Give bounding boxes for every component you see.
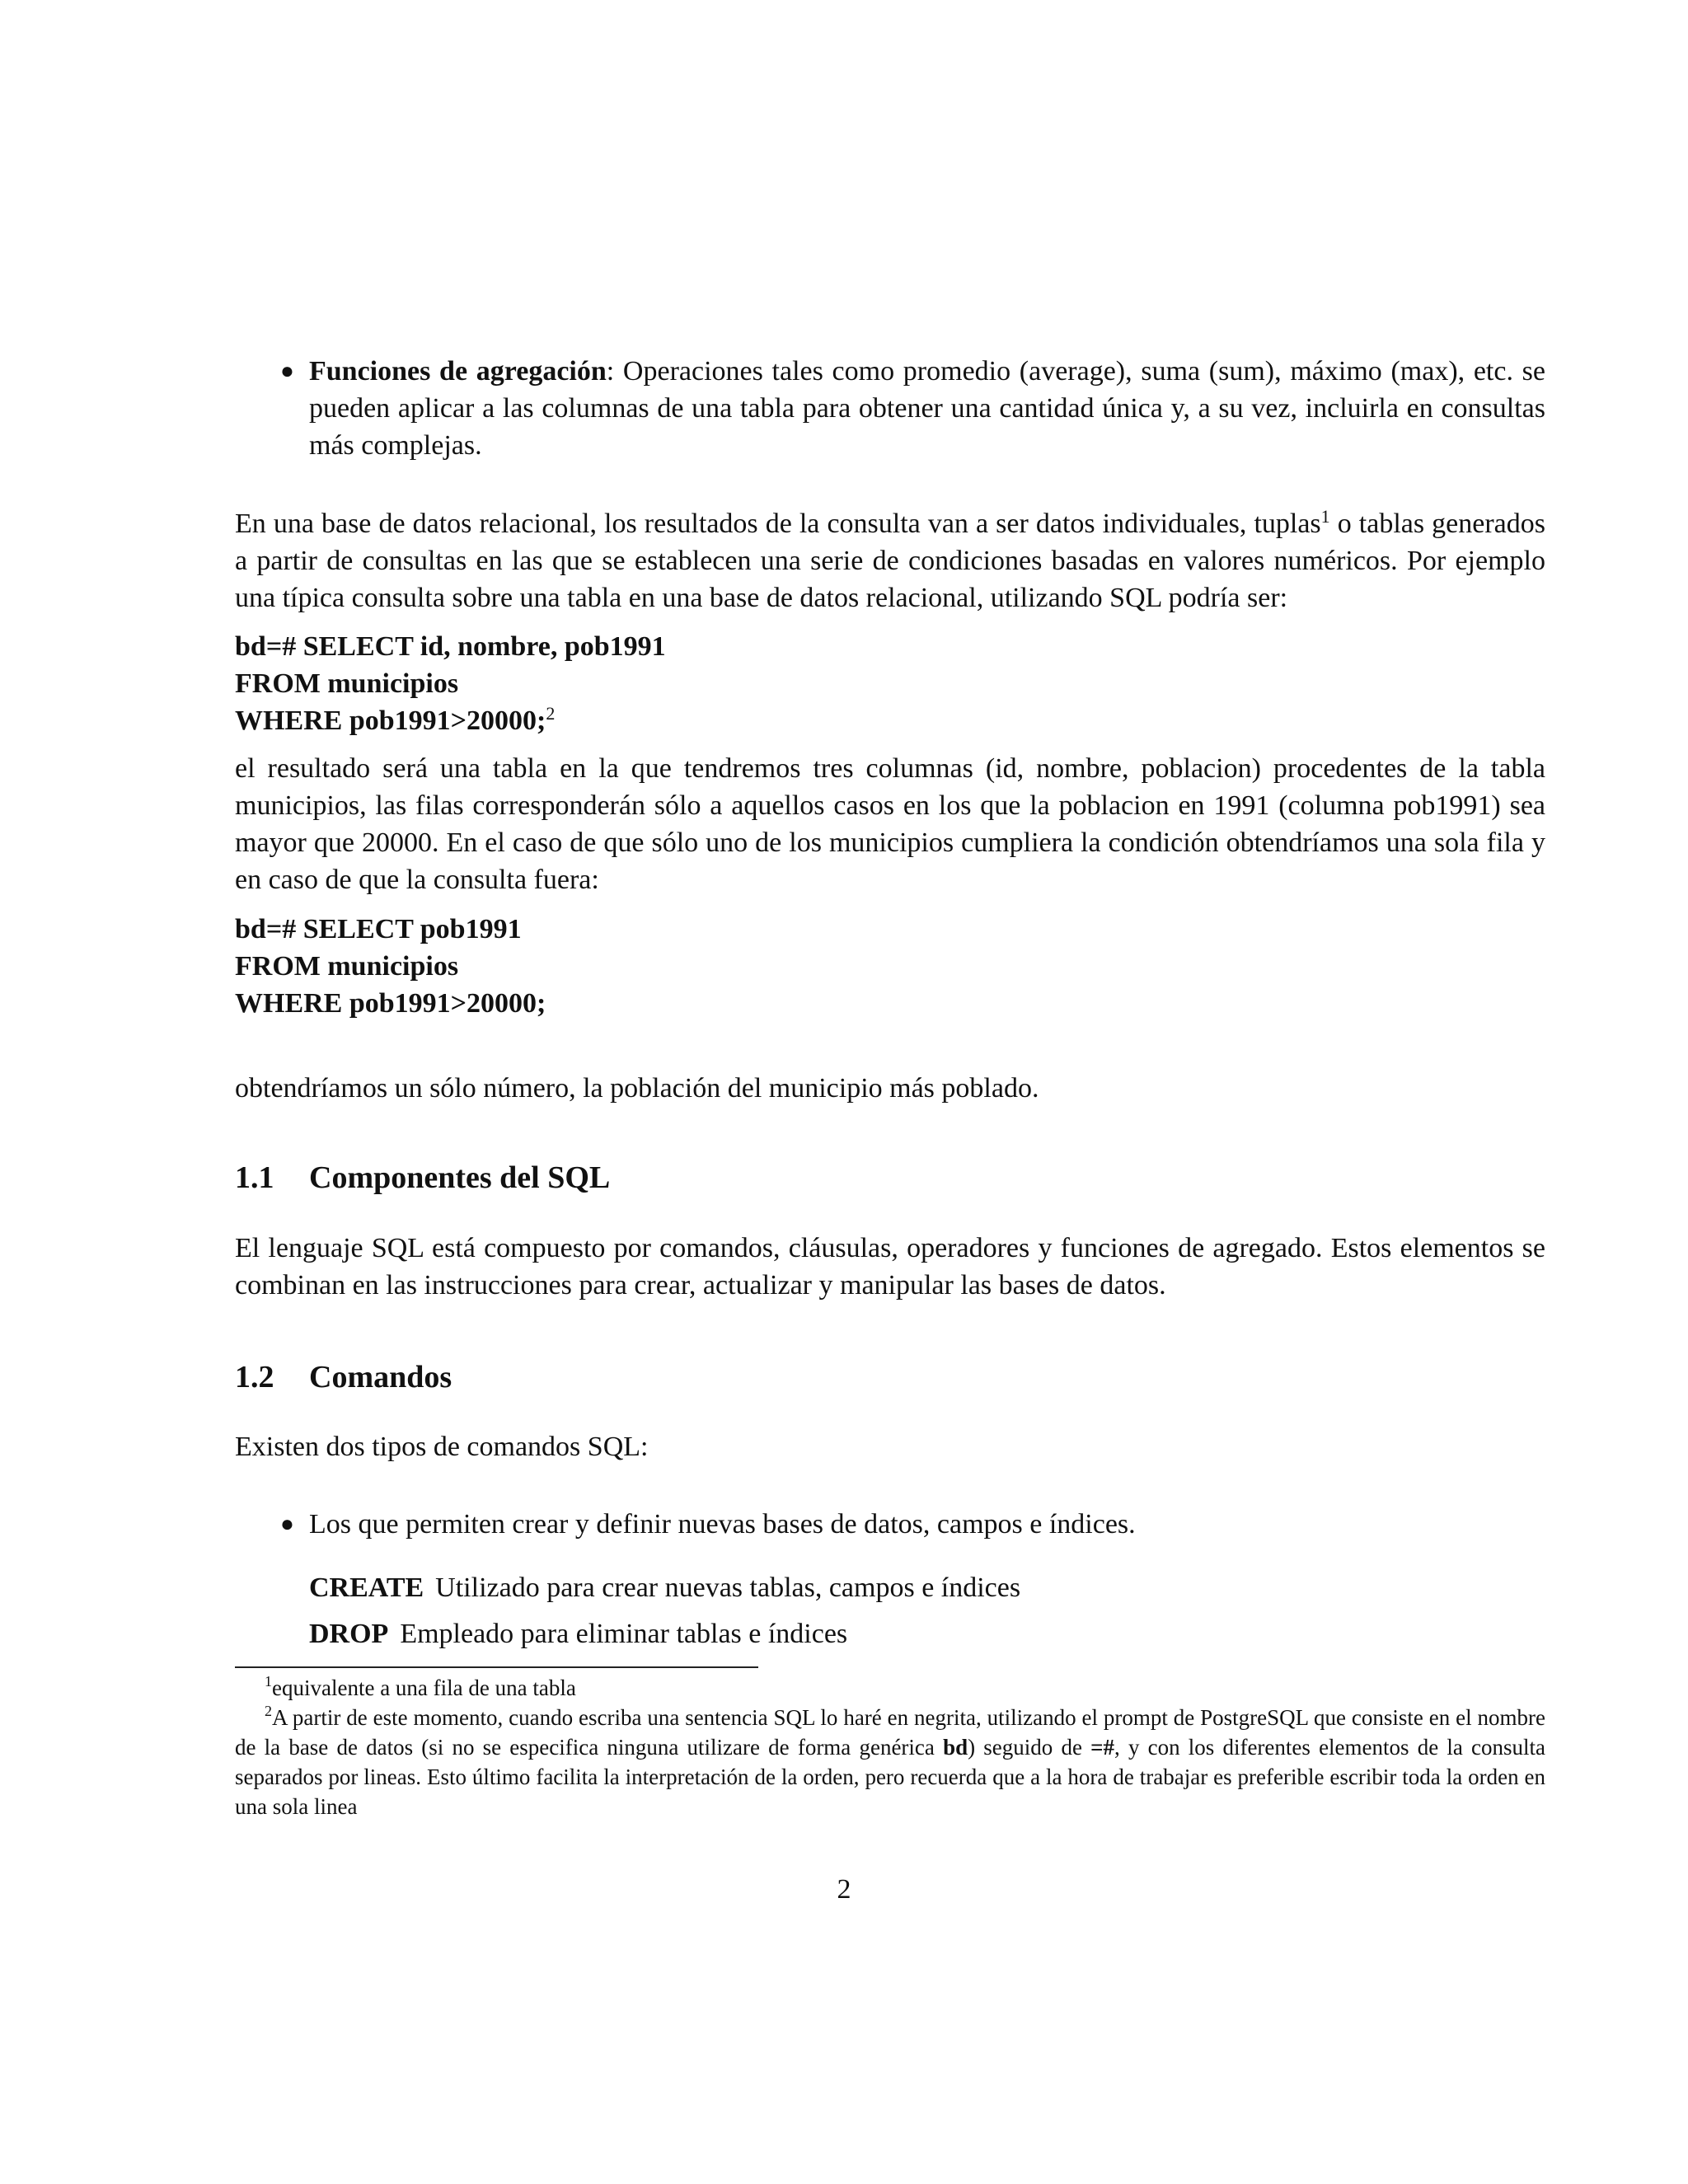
sql-query-2 (235, 911, 546, 1022)
footnote-separator (235, 1666, 758, 1668)
paragraph-relational-text-a: En una base de datos relacional, los resultados de la consulta van a ser datos individuales, tuplas (235, 509, 1321, 539)
command-term-drop: DROP (309, 1619, 389, 1649)
paragraph-relational-text-b: o tablas generados a partir de consultas en las que se establecen una serie de condiciones basadas en valores numéricos. Por ejemplo una típica consulta sobre una tabla en una base de datos relacional, utilizando SQL podría ser: (235, 509, 1545, 613)
paragraph-query-result: el resultado será una tabla en la que tendremos tres columnas (id, nombre, poblacion) procedentes de la tabla municipios, las filas corresponderán sólo a aquellos casos en los que la poblacion en 1991 (columna pob1991) sea mayor que 20000. En el caso de que sólo uno de los municipios cumpliera la condición obtendríamos una sola fila y en caso de que la consulta fuera: (235, 753, 1545, 895)
sql-query-1-line-1: bd=# SELECT id, nombre, pob1991 (235, 631, 666, 662)
footnote-2-mark: 2 (265, 1703, 272, 1720)
section-title-1-1: Componentes del SQL (309, 1160, 611, 1195)
command-desc-drop: Empleado para eliminar tablas e índices (400, 1619, 848, 1649)
bullet-dot: ● (280, 359, 294, 384)
section-title-1-2: Comandos (309, 1360, 452, 1394)
footnote-2-bold-bd: bd (943, 1735, 968, 1760)
sql-query-2-line-1: bd=# SELECT pob1991 (235, 914, 522, 944)
section-number-1-2: 1.2 (235, 1360, 274, 1394)
footnote-2-text-b: ) seguido de (968, 1735, 1091, 1760)
footnote-1 (235, 1673, 1545, 1703)
paragraph-relational-results (235, 505, 1545, 616)
bullet-item-aggregation (235, 353, 1545, 464)
bullet-text-aggregation (309, 353, 1545, 464)
footnote-ref-1: 1 (1320, 505, 1330, 527)
paragraph-single-number: obtendríamos un sólo número, la población del municipio más poblado. (235, 1073, 1039, 1104)
sql-query-1-line-2: FROM municipios (235, 668, 459, 699)
footnote-2 (235, 1703, 1545, 1821)
sql-query-2-line-3: WHERE pob1991>20000; (235, 988, 546, 1019)
footnote-2-bold-prompt: =# (1090, 1735, 1115, 1760)
sql-query-1 (235, 628, 666, 739)
bullet-item-ddl (235, 1506, 1545, 1543)
footnote-ref-2: 2 (546, 702, 556, 724)
command-term-create: CREATE (309, 1572, 424, 1603)
bullet-term-aggregation: Funciones de agregación (309, 356, 607, 387)
paragraph-command-types: Existen dos tipos de comandos SQL: (235, 1432, 649, 1462)
sql-query-2-line-2: FROM municipios (235, 951, 459, 982)
paragraph-sql-components: El lenguaje SQL está compuesto por comandos, cláusulas, operadores y funciones de agregado. Estos elementos se combinan en las instrucciones para crear, actualizar y manipular las bases de datos. (235, 1233, 1545, 1301)
page-number: 2 (837, 1874, 851, 1905)
footnote-2-text-a: A partir de este momento, cuando escriba una sentencia SQL lo haré en negrita, utilizando el prompt de PostgreSQL que consiste en el nombre de la base de datos (si no se especifica ninguna utilizare de forma genérica (235, 1705, 1545, 1760)
command-desc-create: Utilizado para crear nuevas tablas, campos e índices (435, 1572, 1021, 1603)
sql-query-1-line-3-wrap (235, 702, 666, 739)
footnote-2-text-c: , y con los diferentes elementos de la consulta separados por lineas. Esto último facilita la interpretación de la orden, pero recuerda que a la hora de trabajar es preferible escribir toda la orden en una sola linea (235, 1735, 1545, 1819)
footnote-1-mark: 1 (265, 1673, 272, 1690)
command-create (309, 1569, 1020, 1606)
bullet-desc-aggregation: : Operaciones tales como promedio (average), suma (sum), máximo (max), etc. se pueden aplicar a las columnas de una tabla para obtener una cantidad única y, a su vez, incluirla en consultas más complejas. (309, 356, 1545, 461)
footnote-1-text: equivalente a una fila de una tabla (272, 1675, 576, 1700)
sql-query-1-line-3: WHERE pob1991>20000; (235, 705, 546, 736)
bullet-text-ddl: Los que permiten crear y definir nuevas bases de datos, campos e índices. (309, 1509, 1136, 1540)
bullet-dot: ● (280, 1511, 294, 1537)
command-drop (309, 1615, 847, 1652)
section-heading-1-2 (235, 1357, 452, 1398)
section-number-1-1: 1.1 (235, 1160, 274, 1195)
section-heading-1-1 (235, 1157, 610, 1198)
